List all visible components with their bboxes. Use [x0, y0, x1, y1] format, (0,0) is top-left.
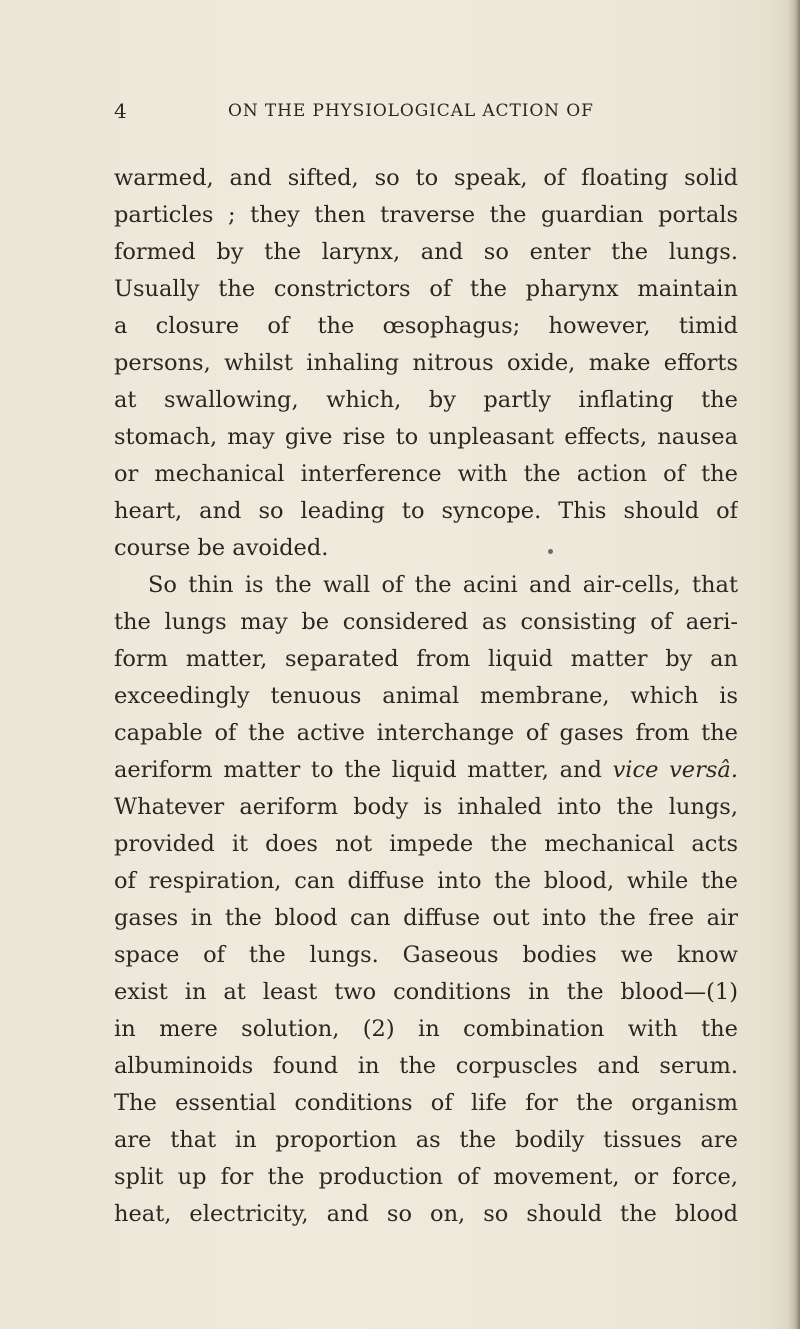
text-line: heat, electricity, and so on, so should the blood	[114, 1201, 738, 1227]
text-line: split up for the production of movement, or force,	[114, 1164, 738, 1190]
text-line: form matter, separated from liquid matter by an	[114, 646, 738, 672]
text-line: or mechanical interference with the action of the	[114, 461, 738, 487]
text-line: are that in proportion as the bodily tissues are	[114, 1127, 738, 1153]
text-line: space of the lungs. Gaseous bodies we know	[114, 942, 738, 968]
text-line: a closure of the œsophagus; however, timid	[114, 313, 738, 339]
text-line: formed by the larynx, and so enter the lungs.	[114, 239, 738, 265]
text-line: particles ; they then traverse the guardian portals	[114, 202, 738, 228]
running-head	[114, 96, 734, 126]
text-line: heart, and so leading to syncope. This should of	[114, 498, 738, 524]
text-line: the lungs may be considered as consisting of aeri-	[114, 609, 738, 635]
text-line: capable of the active interchange of gases from the	[114, 720, 738, 746]
text-line: stomach, may give rise to unpleasant effects, nausea	[114, 424, 738, 450]
text-line: at swallowing, which, by partly inflating the	[114, 387, 738, 413]
text-line: in mere solution, (2) in combination with the	[114, 1016, 738, 1042]
text-line: of respiration, can diffuse into the blood, while the	[114, 868, 738, 894]
text-line: exceedingly tenuous animal membrane, which is	[114, 683, 738, 709]
italic-phrase: vice versâ.	[612, 757, 738, 783]
text-line: Usually the constrictors of the pharynx maintain	[114, 276, 738, 302]
text-line: provided it does not impede the mechanical acts	[114, 831, 738, 857]
text-line: So thin is the wall of the acini and air-cells, that	[148, 572, 738, 598]
text-line: The essential conditions of life for the organism	[114, 1090, 738, 1116]
text-line: Whatever aeriform body is inhaled into the lungs,	[114, 794, 738, 820]
body-text	[114, 160, 738, 1233]
page-number: 4	[114, 99, 128, 123]
text-line	[114, 752, 738, 789]
text-line: persons, whilst inhaling nitrous oxide, make efforts	[114, 350, 738, 376]
running-title: ON THE PHYSIOLOGICAL ACTION OF	[228, 101, 594, 121]
text-line-roman: aeriform matter to the liquid matter, and	[114, 757, 602, 783]
page-gutter-shadow	[788, 0, 800, 1329]
text-line: course be avoided.	[114, 535, 329, 561]
text-line: albuminoids found in the corpuscles and serum.	[114, 1053, 738, 1079]
text-line: gases in the blood can diffuse out into the free air	[114, 905, 738, 931]
text-line: warmed, and sifted, so to speak, of floating solid	[114, 165, 738, 191]
text-line: exist in at least two conditions in the blood—(1)	[114, 979, 738, 1005]
